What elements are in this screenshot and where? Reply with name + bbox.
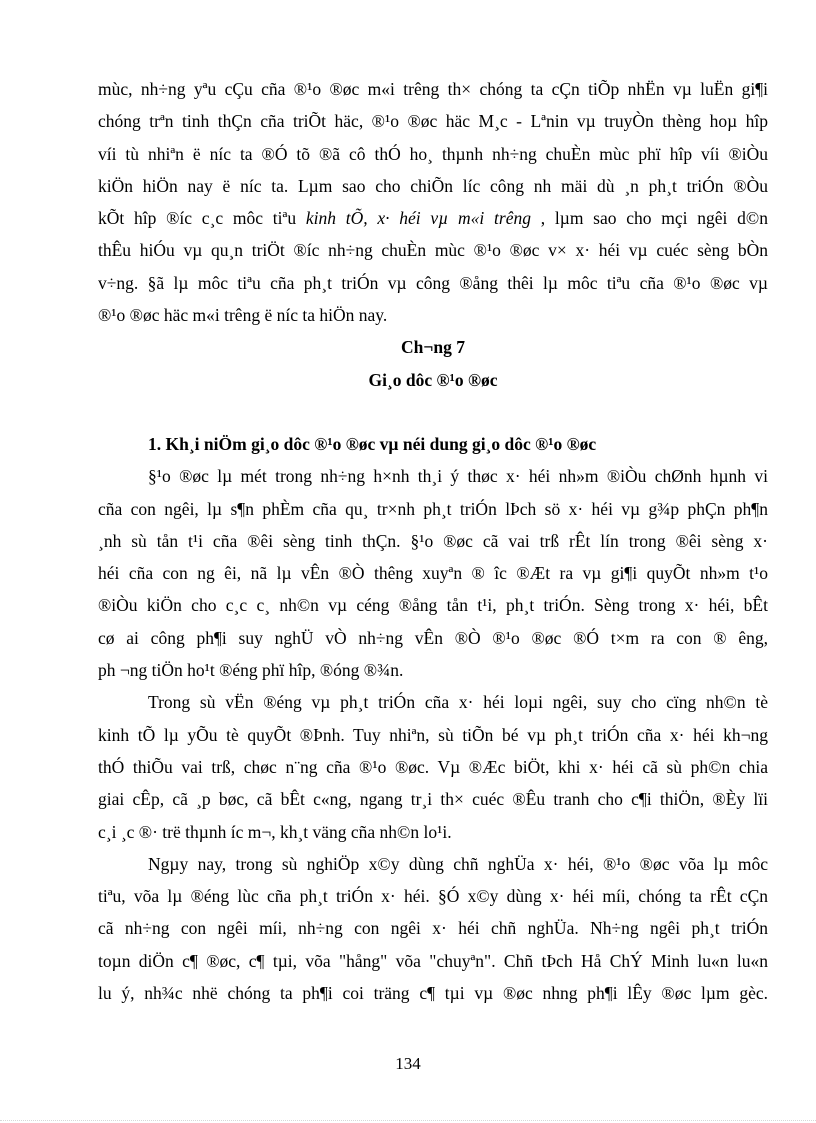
text-line: ®iÒu kiÖn cho c¸c c¸ nh©n vµ céng ®ång tån t¹i, ph¸t triÓn. Sèng trong x· héi, bÊt — [98, 595, 768, 616]
chapter-label: Ch¬ng 7 — [401, 337, 465, 358]
text-line: lu ý, nh¾c nhë chóng ta ph¶i coi träng c¶ tµi vµ ®øc nhng ph¶i lÊy ®øc lµm gèc. — [98, 983, 768, 1004]
text-line: ¸nh sù tån t¹i cña ®êi sèng tinh thÇn. §¹o ®øc cã vai trß rÊt lín trong ®êi sèng x· — [98, 530, 768, 551]
text-span: , lµm sao cho mçi ngêi d©n — [530, 208, 768, 229]
text-line: chóng trªn tinh thÇn cña triÕt häc, ®¹o ®øc häc M¸c - Lªnin vµ truyÒn thèng hoµ hîp — [98, 111, 768, 132]
text-line: cø ai công ph¶i suy nghÜ vÒ nh÷ng vÊn ®Ò ®¹o ®øc ®Ó t×m ra con ® êng, — [98, 627, 768, 648]
section-heading: 1. Kh¸i niÖm gi¸o dôc ®¹o ®øc vµ néi dung gi¸o dôc ®¹o ®øc — [148, 433, 597, 454]
text-line: Trong sù vËn ®éng vµ ph¸t triÓn cña x· héi loµi ngêi, suy cho cïng nh©n tè — [148, 692, 768, 713]
paragraph — [98, 686, 768, 847]
paragraph — [98, 460, 768, 686]
text-span: kÕt hîp ®íc c¸c môc tiªu — [98, 208, 306, 229]
page-number: 134 — [395, 1054, 421, 1073]
text-line: cña con ngêi, lµ s¶n phÈm cña qu¸ tr×nh ph¸t triÓn lÞch sö x· héi vµ g¾p phÇn ph¶n — [98, 498, 768, 519]
text-line: tiªu, võa lµ ®éng lùc cña ph¸t triÓn x· héi. §Ó x©y dùng x· héi míi, chóng ta rÊt cÇn — [98, 886, 768, 907]
text-line: ®¹o ®øc häc m«i trêng ë níc ta hiÖn nay. — [98, 305, 388, 326]
italic-phrase: kinh tÕ, x· héi vµ m«i trêng — [305, 208, 531, 229]
chapter-title: Gi¸o dôc ®¹o ®øc — [368, 369, 498, 390]
paragraph-continuation — [98, 73, 768, 331]
text-line: c¸i ¸c ®· trë thµnh íc m¬, kh¸t väng cña nh©n lo¹i. — [98, 821, 452, 842]
text-line: mùc, nh÷ng yªu cÇu cña ®¹o ®øc m«i trêng th× chóng ta cÇn tiÕp nhËn vµ luËn gi¶i — [98, 79, 768, 99]
page-bottom-divider — [0, 1120, 816, 1121]
text-line: ph ¬ng tiÖn ho¹t ®éng phï hîp, ®óng ®¾n. — [98, 660, 404, 681]
text-line: v÷ng. §ã lµ môc tiªu cña ph¸t triÓn vµ công ®ång thêi lµ môc tiªu cña ®¹o ®øc vµ — [98, 272, 768, 293]
text-line: cã nh÷ng con ngêi míi, nh÷ng con ngêi x· héi chñ nghÜa. Nh÷ng ngêi ph¸t triÓn — [98, 918, 768, 939]
text-line: kinh tÕ lµ yÕu tè quyÕt ®Þnh. Tuy nhiªn, sù tiÕn bé vµ ph¸t triÓn cña x· héi kh¬ng — [98, 724, 768, 745]
text-line — [98, 202, 768, 234]
text-line: toµn diÖn c¶ ®øc, c¶ tµi, võa "hång" võa "chuyªn". Chñ tÞch Hå ChÝ Minh lu«n lu«n — [98, 950, 768, 971]
text-line: thÊu hiÓu vµ qu¸n triÖt ®íc nh÷ng chuÈn mùc ®¹o ®øc v× x· héi vµ cuéc sèng bÒn — [98, 240, 768, 261]
text-line: kiÖn hiÖn nay ë níc ta. Lµm sao cho chiÕn líc công nh mäi dù ¸n ph¸t triÓn ®Òu — [98, 175, 768, 196]
text-line: thÓ thiÕu vai trß, chøc n¨ng cña ®¹o ®øc. Vµ ®Æc biÖt, khi x· héi cã sù ph©n chia — [98, 756, 768, 777]
text-line: héi cña con ng êi, nã lµ vÊn ®Ò thêng xuyªn ® îc ®Æt ra vµ gi¶i quyÕt nh»m t¹o — [98, 563, 768, 584]
text-line: §¹o ®øc lµ mét trong nh÷ng h×nh th¸i ý thøc x· héi nh»m ®iÒu chØnh hµnh vi — [148, 466, 768, 487]
text-line: víi tù nhiªn ë níc ta ®Ó tõ ®ã cô thÓ ho¸ thµnh nh÷ng chuÈn mùc phï hîp víi ®iÒu — [98, 143, 768, 164]
text-line: giai cÊp, cã ¸p bøc, cã bÊt c«ng, ngang tr¸i th× cuéc ®Êu tranh cho c¶i thiÖn, ®Èy lïi — [98, 789, 768, 810]
text-line: Ngµy nay, trong sù nghiÖp x©y dùng chñ nghÜa x· héi, ®¹o ®øc võa lµ môc — [148, 853, 768, 874]
paragraph — [98, 848, 768, 1009]
page-body — [98, 73, 768, 1009]
